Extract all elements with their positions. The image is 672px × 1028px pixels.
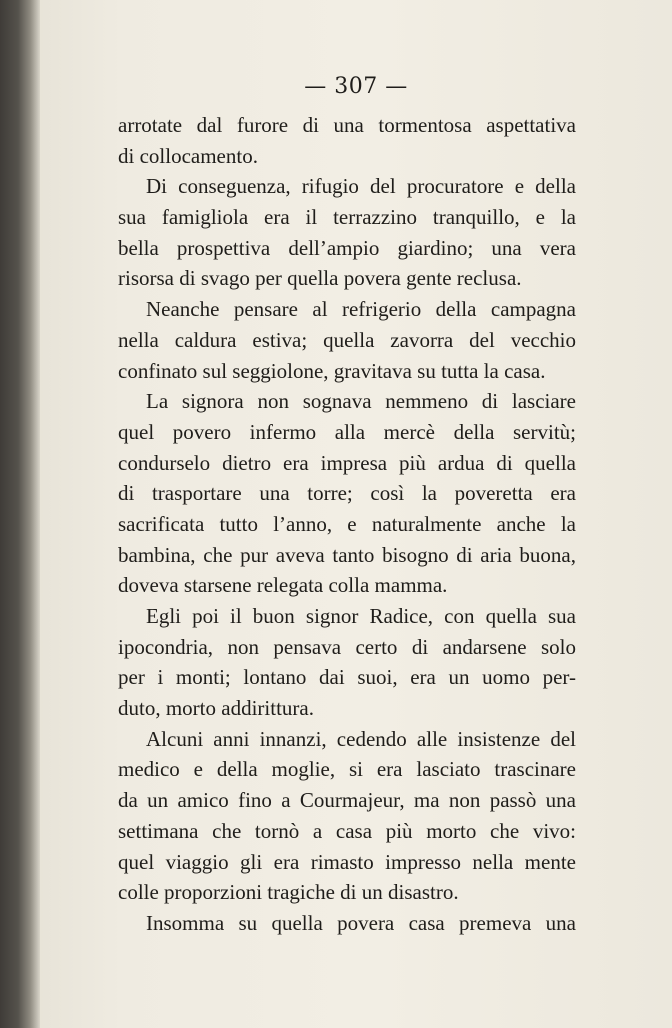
text-line: di collocamento. <box>118 143 258 168</box>
text-line: Insomma su quella povera casa premeva una <box>146 910 576 935</box>
text-line: sua famigliola era il terrazzino tranquillo, e la <box>118 205 576 230</box>
text-line: arrotate dal furore di una tormentosa aspettativa <box>118 113 576 137</box>
text-line: medico e della moglie, si era lasciato trascinare <box>118 757 576 782</box>
text-line: Di conseguenza, rifugio del procuratore e della <box>146 174 576 199</box>
text-line: condurselo dietro era impresa più ardua di quella <box>118 450 576 475</box>
text-line: doveva starsene relegata colla mamma. <box>118 573 448 598</box>
text-line: settimana che tornò a casa più morto che vivo: <box>118 818 576 843</box>
text-line: quel viaggio gli era rimasto impresso nella mente <box>118 849 576 874</box>
text-line: La signora non sognava nemmeno di lasciare <box>146 389 576 414</box>
text-line: Neanche pensare al refrigerio della campagna <box>146 297 576 322</box>
text-line: sacrificata tutto l’anno, e naturalmente anche la <box>118 511 576 536</box>
text-line: da un amico fino a Courmajeur, ma non passò una <box>118 788 576 813</box>
text-line: per i monti; lontano dai suoi, era un uomo per- <box>118 665 576 690</box>
page-number: — 307 — <box>304 74 408 99</box>
body-text <box>118 110 576 939</box>
text-line: bambina, che pur aveva tanto bisogno di aria buona, <box>118 542 576 567</box>
text-line: ipocondria, non pensava certo di andarsene solo <box>118 634 576 659</box>
book-binding-edge <box>0 0 40 1028</box>
text-line: colle proporzioni tragiche di un disastro. <box>118 880 459 905</box>
text-line: confinato sul seggiolone, gravitava su tutta la casa. <box>118 358 546 383</box>
text-line: di trasportare una torre; così la poveretta era <box>118 481 576 506</box>
text-line: nella caldura estiva; quella zavorra del vecchio <box>118 327 576 352</box>
text-line: risorsa di svago per quella povera gente reclusa. <box>118 266 522 291</box>
text-line: Alcuni anni innanzi, cedendo alle insistenze del <box>146 726 576 751</box>
text-line: duto, morto addirittura. <box>118 696 314 721</box>
text-line: bella prospettiva dell’ampio giardino; una vera <box>118 235 576 260</box>
text-line: Egli poi il buon signor Radice, con quella sua <box>146 604 576 628</box>
text-line: quel povero infermo alla mercè della servitù; <box>118 419 576 444</box>
